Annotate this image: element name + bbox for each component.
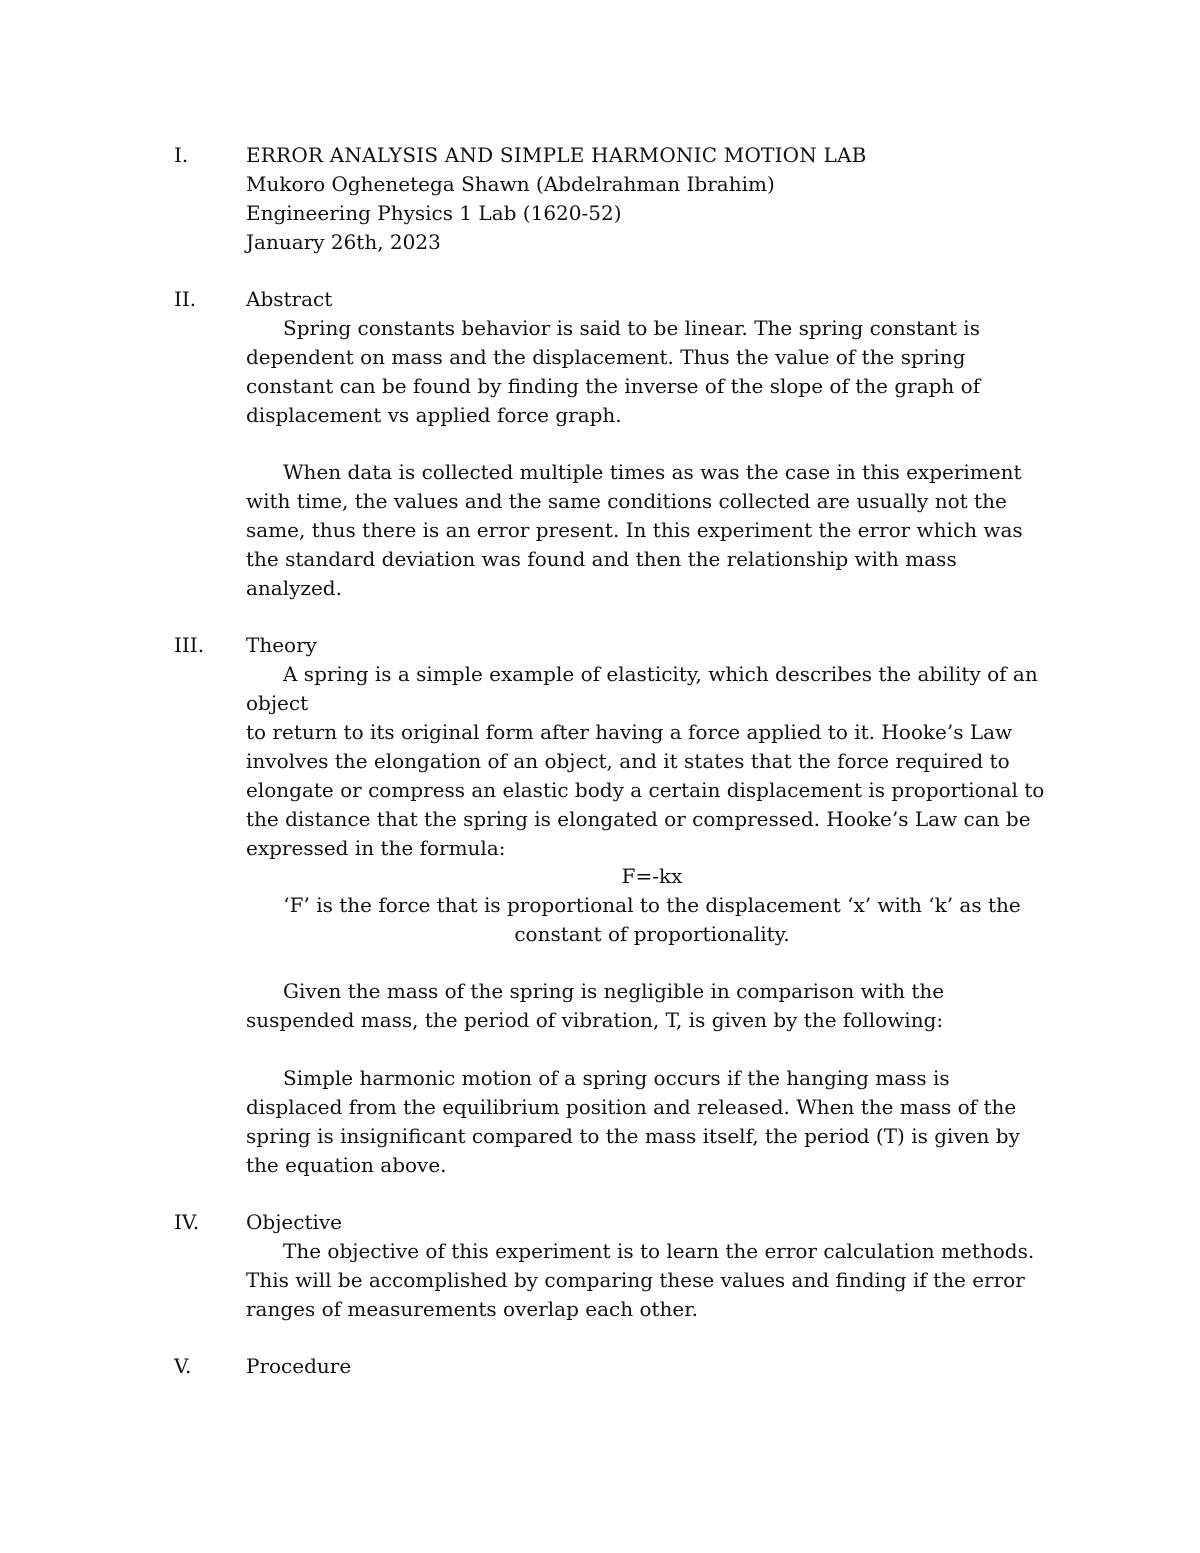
abstract-p1-line: displacement vs applied force graph.: [246, 403, 622, 427]
theory-p1-line: to return to its original form after having a force applied to it. Hooke’s Law: [246, 720, 1013, 744]
abstract-p2-line: the standard deviation was found and then the relationship with mass: [246, 547, 957, 571]
formula-note-line: ‘F’ is the force that is proportional to the displacement ‘x’ with ‘k’ as the: [283, 893, 1021, 917]
theory-p1-line: elongate or compress an elastic body a certain displacement is proportional to: [246, 778, 1045, 802]
course-line: Engineering Physics 1 Lab (1620-52): [246, 201, 622, 225]
theory-p1-line: involves the elongation of an object, and it states that the force required to: [246, 749, 1010, 773]
theory-p3-line: the equation above.: [246, 1153, 447, 1177]
document-title: ERROR ANALYSIS AND SIMPLE HARMONIC MOTION LAB: [246, 143, 867, 167]
theory-p2-line: Given the mass of the spring is negligible in comparison with the: [283, 979, 945, 1003]
formula-note-line: constant of proportionality.: [514, 922, 790, 946]
theory-p3-line: Simple harmonic motion of a spring occurs if the hanging mass is: [283, 1066, 950, 1090]
author-line: Mukoro Oghenetega Shawn (Abdelrahman Ibrahim): [246, 172, 775, 196]
theory-p1-line: expressed in the formula:: [246, 836, 506, 860]
date-line: January 26th, 2023: [246, 230, 441, 254]
abstract-heading: Abstract: [246, 287, 333, 311]
abstract-p1-line: constant can be found by finding the inverse of the slope of the graph of: [246, 374, 981, 398]
section-numeral-2: II.: [174, 287, 197, 311]
abstract-p2-line: When data is collected multiple times as was the case in this experiment: [283, 460, 1022, 484]
section-numeral-3: III.: [174, 633, 205, 657]
hookes-law-formula: F=-kx: [621, 864, 683, 888]
theory-p1-line: the distance that the spring is elongated or compressed. Hooke’s Law can be: [246, 807, 1031, 831]
objective-p1-line: ranges of measurements overlap each other.: [246, 1297, 698, 1321]
objective-p1-line: This will be accomplished by comparing these values and finding if the error: [246, 1268, 1025, 1292]
theory-p2-line: suspended mass, the period of vibration, T, is given by the following:: [246, 1008, 944, 1032]
objective-p1-line: The objective of this experiment is to learn the error calculation methods.: [283, 1239, 1035, 1263]
abstract-p2-line: analyzed.: [246, 576, 342, 600]
section-numeral-4: IV.: [174, 1210, 200, 1234]
abstract-p1-line: dependent on mass and the displacement. Thus the value of the spring: [246, 345, 966, 369]
abstract-p2-line: same, thus there is an error present. In this experiment the error which was: [246, 518, 1023, 542]
theory-p3-line: spring is insignificant compared to the mass itself, the period (T) is given by: [246, 1124, 1020, 1148]
theory-heading: Theory: [246, 633, 317, 657]
section-numeral-5: V.: [174, 1354, 192, 1378]
section-numeral-1: I.: [174, 143, 189, 167]
theory-p3-line: displaced from the equilibrium position and released. When the mass of the: [246, 1095, 1017, 1119]
theory-p1-line: A spring is a simple example of elasticity, which describes the ability of an: [283, 662, 1038, 686]
theory-p1-line: object: [246, 691, 309, 715]
abstract-p2-line: with time, the values and the same conditions collected are usually not the: [246, 489, 1007, 513]
procedure-heading: Procedure: [246, 1354, 352, 1378]
abstract-p1-line: Spring constants behavior is said to be linear. The spring constant is: [283, 316, 980, 340]
objective-heading: Objective: [246, 1210, 343, 1234]
